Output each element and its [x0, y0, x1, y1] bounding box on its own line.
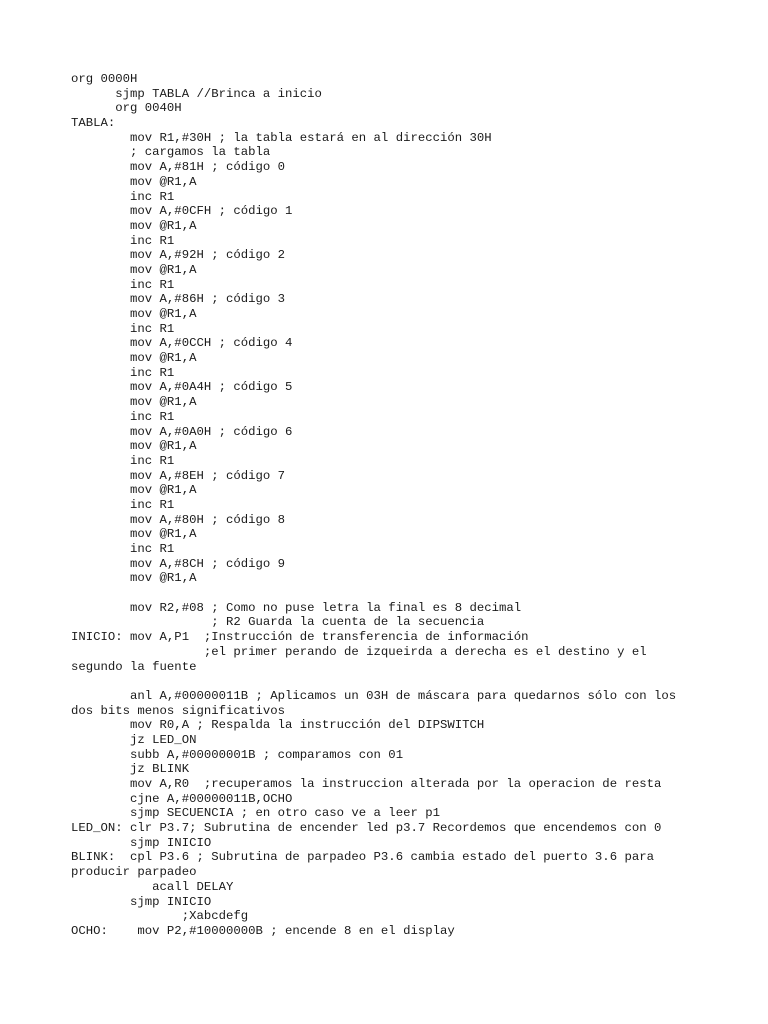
code-line: ; R2 Guarda la cuenta de la secuencia: [71, 615, 485, 630]
code-line: anl A,#00000011B ; Aplicamos un 03H de máscara para quedarnos sólo con los: [71, 688, 677, 703]
code-line: mov @R1,A: [71, 483, 197, 498]
code-line: inc R1: [71, 321, 175, 336]
code-line: inc R1: [71, 542, 175, 556]
code-line: acall DELAY: [71, 879, 234, 894]
code-line: inc R1: [71, 365, 175, 380]
code-line: mov @R1,A: [71, 527, 197, 542]
code-line: mov A,#81H ; código 0: [71, 160, 286, 175]
code-line: inc R1: [71, 409, 175, 424]
code-line: mov @R1,A: [71, 174, 197, 189]
code-line: mov @R1,A: [71, 262, 197, 277]
code-line: dos bits menos significativos: [71, 703, 286, 718]
code-line: mov A,#0CFH ; código 1: [71, 204, 293, 219]
code-line: BLINK: cpl P3.6 ; Subrutina de parpadeo P3.6 cambia estado del puerto 3.6 para: [71, 850, 654, 865]
code-line: org 0000H: [71, 72, 138, 86]
code-line: mov @R1,A: [71, 439, 197, 454]
code-line: mov A,#0A4H ; código 5: [71, 380, 293, 395]
code-line: mov @R1,A: [71, 395, 197, 410]
code-line: segundo la fuente: [71, 659, 197, 674]
code-line: jz BLINK: [71, 762, 190, 777]
code-line: ;el primer perando de izqueirda a derecha es el destino y el: [71, 644, 647, 659]
code-line: LED_ON: clr P3.7; Subrutina de encender led p3.7 Recordemos que encendemos con 0: [71, 821, 662, 836]
code-line: sjmp INICIO: [71, 835, 212, 850]
code-line: mov A,#0CCH ; código 4: [71, 336, 293, 351]
code-line: sjmp TABLA //Brinca a inicio: [71, 86, 322, 101]
code-line: TABLA:: [71, 116, 116, 131]
code-line: mov A,#80H ; código 8: [71, 512, 286, 527]
code-line: ; cargamos la tabla: [71, 145, 271, 160]
code-line: ;Xabcdefg: [71, 909, 249, 924]
code-line: mov R1,#30H ; la tabla estará en al dirección 30H: [71, 130, 492, 145]
code-line: mov @R1,A: [71, 351, 197, 366]
code-line: mov A,#86H ; código 3: [71, 292, 286, 307]
code-line: org 0040H: [71, 101, 182, 116]
code-line: inc R1: [71, 189, 175, 204]
code-line: cjne A,#00000011B,OCHO: [71, 791, 293, 806]
code-line: inc R1: [71, 233, 175, 248]
code-line: mov A,#92H ; código 2: [71, 248, 286, 263]
code-line: mov @R1,A: [71, 218, 197, 233]
code-line: inc R1: [71, 497, 175, 512]
code-line: mov A,R0 ;recuperamos la instruccion alterada por la operacion de resta: [71, 777, 662, 791]
code-line: OCHO: mov P2,#10000000B ; encende 8 en el display: [71, 923, 455, 938]
code-line: mov A,#8CH ; código 9: [71, 556, 286, 571]
assembly-code-listing: [71, 72, 731, 939]
code-line: subb A,#00000001B ; comparamos con 01: [71, 747, 404, 762]
code-line: mov A,#8EH ; código 7: [71, 468, 286, 483]
code-line: sjmp INICIO: [71, 894, 212, 909]
code-line: [71, 586, 731, 601]
code-line: [71, 674, 731, 689]
code-line: producir parpadeo: [71, 865, 197, 880]
code-line: mov @R1,A: [71, 571, 197, 586]
code-line: INICIO: mov A,P1 ;Instrucción de transferencia de información: [71, 630, 529, 645]
code-line: mov R2,#08 ; Como no puse letra la final es 8 decimal: [71, 600, 522, 615]
code-line: mov A,#0A0H ; código 6: [71, 424, 293, 439]
code-line: inc R1: [71, 453, 175, 468]
code-line: inc R1: [71, 277, 175, 292]
code-line: mov R0,A ; Respalda la instrucción del DIPSWITCH: [71, 718, 485, 733]
code-line: mov @R1,A: [71, 307, 197, 321]
code-line: jz LED_ON: [71, 732, 197, 747]
code-line: sjmp SECUENCIA ; en otro caso ve a leer p1: [71, 806, 440, 821]
